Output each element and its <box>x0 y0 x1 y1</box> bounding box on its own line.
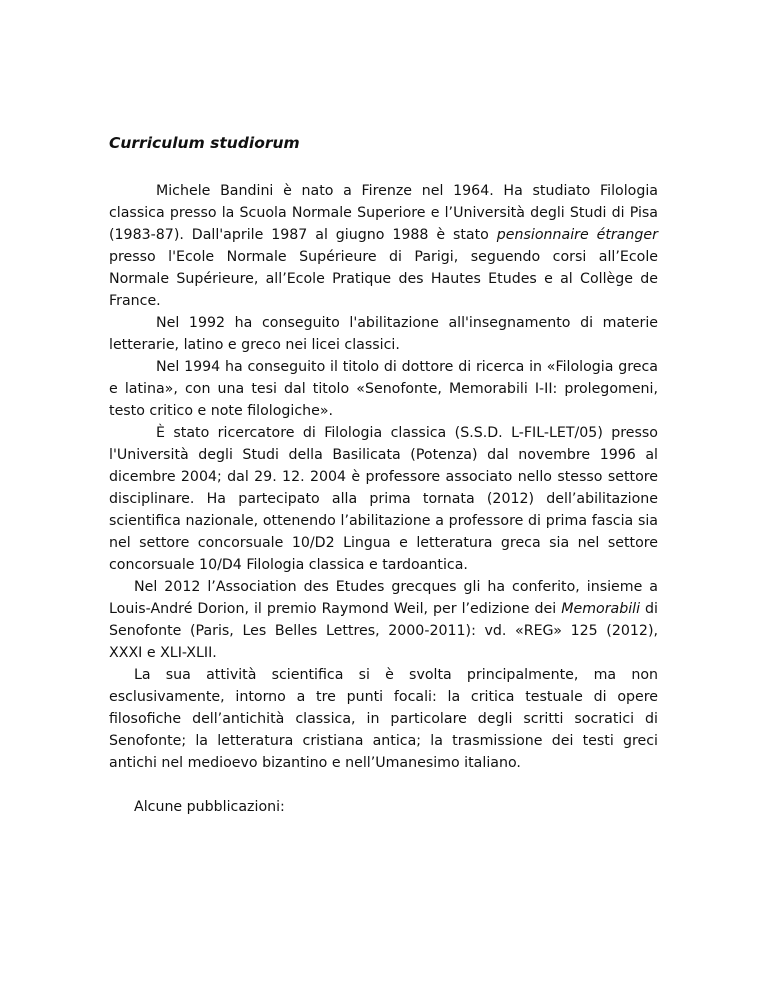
body-text <box>109 180 658 818</box>
paragraph-education <box>109 180 658 312</box>
paragraph-research: La sua attività scientifica si è svolta principalmente, ma non esclusivamente, intorno a tre punti focali: la critica testuale di opere filosofiche dell’antichità classica, in particolare degli scritti socratici di Senofonte; la letteratura cristiana antica; la trasmissione dei testi greci antichi nel medioevo bizantino e nell’Umanesimo italiano. <box>109 667 658 771</box>
paragraph-award <box>109 576 658 664</box>
paragraph-education-text-end: presso l'Ecole Normale Supérieure di Parigi, seguendo corsi all’Ecole Normale Supérieure, all’Ecole Pratique des Hautes Etudes e al Collège de France. <box>109 249 658 309</box>
paragraph-abilitazione: Nel 1992 ha conseguito l'abilitazione all'insegnamento di materie letterarie, latino e greco nei licei classici. <box>109 315 658 353</box>
section-heading: Curriculum studiorum <box>109 134 300 152</box>
paragraph-dottorato: Nel 1994 ha conseguito il titolo di dottore di ricerca in «Filologia greca e latina», con una tesi dal titolo «Senofonte, Memorabili I-II: prolegomeni, testo critico e note filologiche». <box>109 359 658 419</box>
paragraph-award-text: Nel 2012 l’Association des Etudes grecques gli ha conferito, insieme a Louis-André Dorion, il premio Raymond Weil, per l’edizione dei <box>109 579 658 617</box>
paragraph-award-emphasis: Memorabili <box>561 601 641 617</box>
paragraph-education-emphasis: pensionnaire étranger <box>496 227 658 243</box>
paragraph-award-text-end: di Senofonte (Paris, Les Belles Lettres, 2000-2011): vd. «REG» 125 (2012), XXXI e XLI-XLII. <box>109 601 658 661</box>
paragraph-publications-label: Alcune pubblicazioni: <box>134 799 285 815</box>
paragraph-education-text: Michele Bandini è nato a Firenze nel 1964. Ha studiato Filologia classica presso la Scuola Normale Superiore e l’Università degli Studi di Pisa (1983-87). Dall'aprile 1987 al giugno 1988 è stato <box>109 183 658 243</box>
paragraph-career: È stato ricercatore di Filologia classica (S.S.D. L-FIL-LET/05) presso l'Università degli Studi della Basilicata (Potenza) dal novembre 1996 al dicembre 2004; dal 29. 12. 2004 è professore associato nello stesso settore disciplinare. Ha partecipato alla prima tornata (2012) dell’abilitazione scientifica nazionale, ottenendo l’abilitazione a professore di prima fascia sia nel settore concorsuale 10/D2 Lingua e letteratura greca sia nel settore concorsuale 10/D4 Filologia classica e tardoantica. <box>109 425 658 573</box>
